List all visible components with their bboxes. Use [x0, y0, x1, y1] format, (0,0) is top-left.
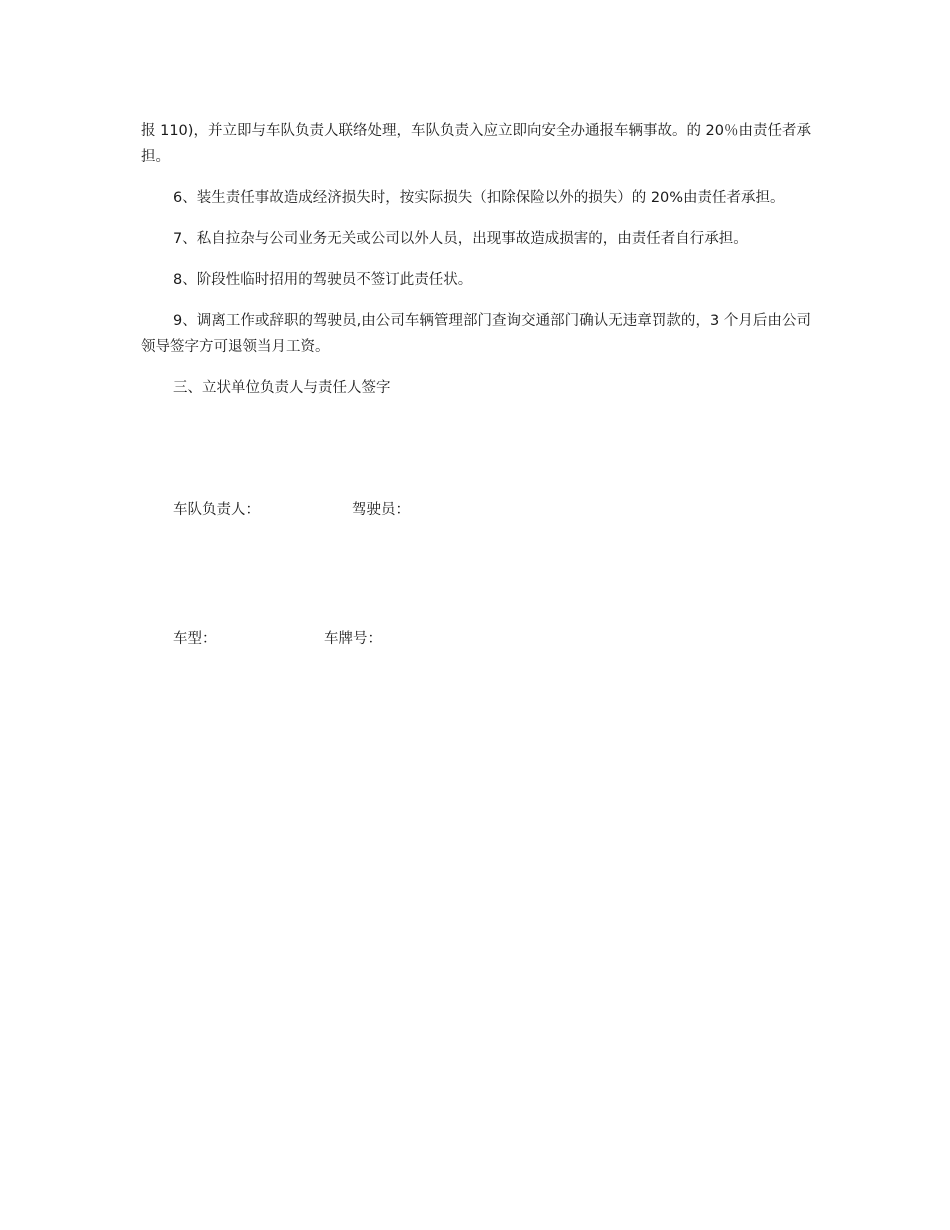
paragraph-continuation: 报 110)，并立即与车队负责人联络处理，车队负责入应立即向安全办通报车辆事故。的 20％由责任者承担。: [141, 123, 811, 165]
fleet-leader-label: 车队负责人：: [173, 502, 260, 518]
paragraph-item-6: 6、装生责任事故造成经济损失时，按实际损失（扣除保险以外的损失）的 20%由责任者承担。: [173, 190, 785, 206]
vehicle-model-label: 车型：: [173, 631, 217, 647]
section-heading: 三、立状单位负责人与责任人签字: [173, 380, 391, 396]
paragraph-item-7: 7、私自拉杂与公司业务无关或公司以外人员，出现事故造成损害的，由责任者自行承担。: [173, 231, 748, 247]
signature-row-fleet: [173, 497, 410, 523]
plate-number-label: 车牌号：: [324, 631, 382, 647]
document-body: [141, 118, 811, 401]
paragraph-item-9: 9、调离工作或辞职的驾驶员,由公司车辆管理部门查询交通部门确认无违章罚款的，3 个月后由公司领导签字方可退领当月工资。: [141, 313, 811, 355]
paragraph-item-8: 8、阶段性临时招用的驾驶员不签订此责任状。: [173, 272, 473, 288]
driver-label: 驾驶员：: [352, 502, 410, 518]
signature-row-vehicle: [173, 626, 382, 652]
